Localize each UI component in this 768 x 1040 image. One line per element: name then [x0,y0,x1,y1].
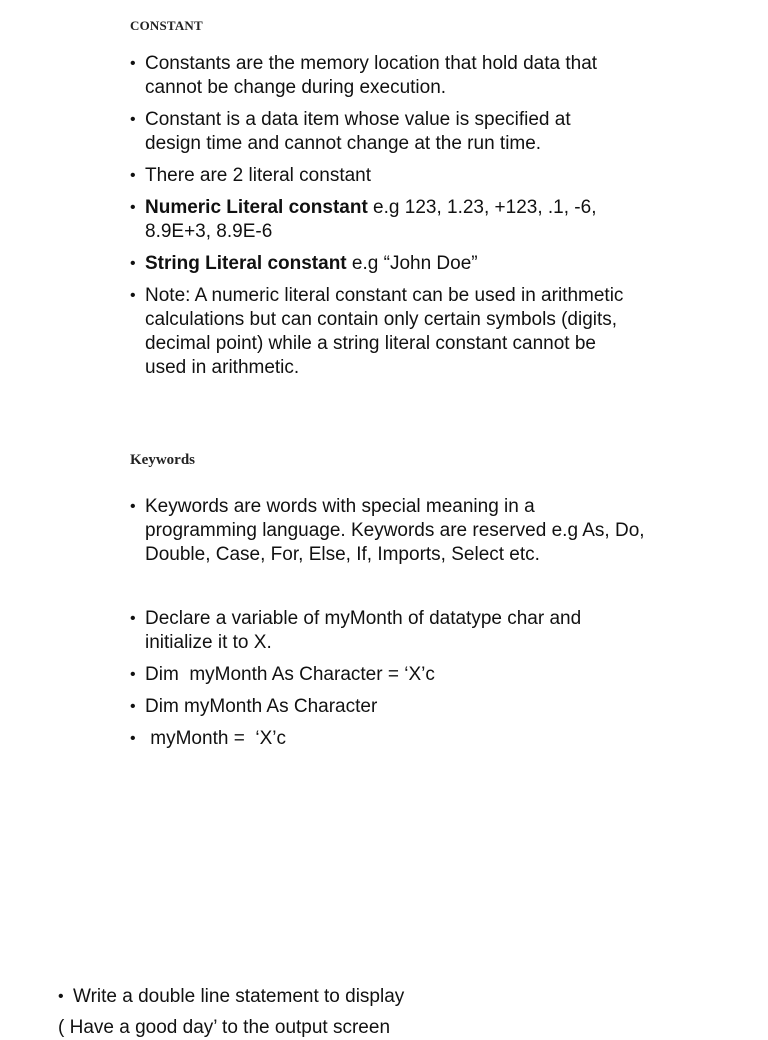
declaration-bullet-list [130,607,650,759]
list-item [130,252,630,276]
bullet-icon: • [58,988,64,1005]
bullet-text: Note: A numeric literal constant can be used in arithmetic calculations but can contain only certain symbols (digits, decimal point) while a string literal constant cannot be used in arithmetic. [145,285,624,378]
bullet-icon: • [130,255,136,272]
list-item [130,727,650,751]
code-line: Dim myMonth As Character [145,696,378,717]
bullet-icon: • [130,199,136,216]
bullet-text: Write a double line statement to display [73,986,405,1007]
code-line: Dim myMonth As Character = ‘X’c [145,664,435,685]
exercise-continuation-text: ( Have a good day’ to the output screen [58,1017,391,1038]
list-item [130,495,650,567]
keywords-bullet-list [130,495,650,575]
bullet-text: Constants are the memory location that hold data that cannot be change during execution. [145,53,598,98]
bullet-icon: • [130,610,136,627]
bullet-text: Constant is a data item whose value is specified at design time and cannot change at the run time. [145,109,571,154]
list-item [130,663,650,687]
bullet-text: There are 2 literal constant [145,165,372,186]
list-item [130,52,630,100]
bullet-icon: • [130,730,136,747]
constant-bullet-list [130,52,630,388]
bullet-icon: • [130,167,136,184]
code-line: myMonth = ‘X’c [145,728,286,749]
list-item [130,196,630,244]
list-item [130,164,630,188]
list-item [130,607,650,655]
bullet-icon: • [130,498,136,515]
list-item [58,985,678,1009]
bullet-icon: • [130,698,136,715]
exercise-bullet-list [58,985,678,1017]
bullet-icon: • [130,55,136,72]
list-item [130,695,650,719]
bullet-icon: • [130,666,136,683]
string-literal-example: e.g “John Doe” [346,253,478,274]
section-heading-constant: CONSTANT [130,18,203,33]
bullet-icon: • [130,111,136,128]
list-item [130,108,630,156]
bullet-text: Declare a variable of myMonth of datatype char and initialize it to X. [145,608,582,653]
bullet-icon: • [130,287,136,304]
list-item [130,284,630,380]
bullet-text: Keywords are words with special meaning in a programming language. Keywords are reserved e.g As, Do, Double, Case, For, Else, If, Imports, Select etc. [145,496,645,565]
numeric-literal-examples: e.g 123, 1.23, +123, .1, -6, 8.9E+3, 8.9E-6 [145,197,597,242]
section-heading-keywords: Keywords [130,452,195,468]
numeric-literal-term: Numeric Literal constant [145,197,368,218]
string-literal-term: String Literal constant [145,253,347,274]
